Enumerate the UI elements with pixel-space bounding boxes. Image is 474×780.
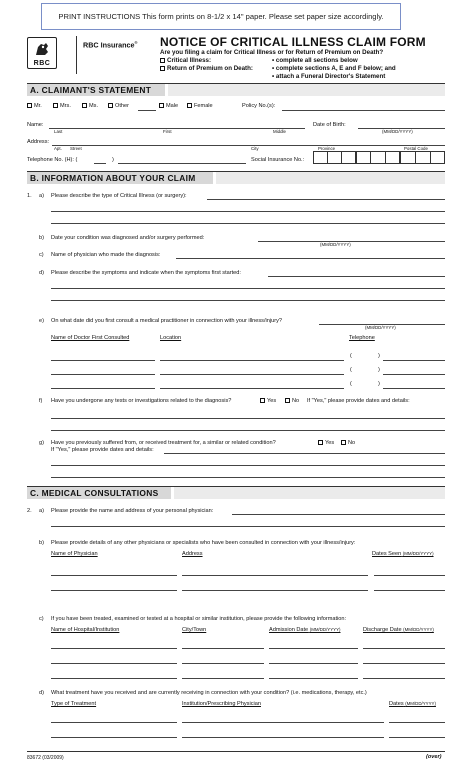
col-address: Address (182, 551, 203, 557)
middle-label: Middle (273, 129, 286, 134)
sin-divider (370, 151, 371, 164)
gender-male[interactable]: Male (159, 103, 178, 109)
checkbox-icon[interactable] (82, 103, 87, 108)
yes-option[interactable]: Yes (318, 440, 334, 446)
if-yes-text: If "Yes," please provide dates and details: (51, 447, 154, 453)
col-treatment: Type of Treatment (51, 701, 97, 707)
question-2-number: 2. (27, 508, 32, 514)
dates-input[interactable] (374, 590, 445, 591)
checkbox-icon[interactable] (160, 66, 165, 71)
question-2b: Please provide details of any other physicians or specialists who have been consulted in connection with your illness/injury: (51, 540, 356, 546)
hospital-input[interactable] (51, 663, 177, 664)
form-code: 83672 (03/2009) (27, 755, 64, 761)
checkbox-icon[interactable] (108, 103, 113, 108)
answer-1a-line[interactable] (207, 199, 445, 200)
doctor-input[interactable] (51, 374, 155, 375)
critical-illness-option[interactable]: Critical Illness: (160, 57, 211, 64)
answer-1d-line[interactable] (268, 276, 445, 277)
section-a-band (168, 84, 445, 96)
paren: ) (378, 381, 380, 387)
treatment-input[interactable] (51, 722, 177, 723)
section-c-header: C. MEDICAL CONSULTATIONS (27, 487, 171, 499)
paren: ( (350, 367, 352, 373)
checkbox-icon[interactable] (260, 398, 265, 403)
col-doctor: Name of Doctor First Consulted (51, 335, 130, 341)
question-1c-letter: c) (39, 252, 44, 258)
col-discharge-date: Discharge Date (MM/DD/YYYY) (363, 627, 434, 633)
question-2b-letter: b) (39, 540, 44, 546)
name-input[interactable] (49, 128, 305, 129)
hospital-input[interactable] (51, 648, 177, 649)
location-input[interactable] (160, 360, 344, 361)
answer-1b-line[interactable] (258, 241, 445, 242)
apt-label: Apt. (54, 146, 62, 151)
question-2d: What treatment have you received and are currently receiving in connection with your condition? (i.e. medications, therapy, etc.) (51, 690, 367, 696)
if-yes-text: If "Yes," please provide dates and details: (307, 398, 410, 404)
institution-input[interactable] (182, 722, 384, 723)
discharge-input[interactable] (363, 648, 445, 649)
question-1a: Please describe the type of Critical Illness (or surgery): (51, 193, 187, 199)
question-1b: Date your condition was diagnosed and/or surgery performed: (51, 235, 205, 241)
dob-format: (MM/DD/YYYY) (382, 129, 413, 134)
paren: ) (378, 367, 380, 373)
question-1d-letter: d) (39, 270, 44, 276)
question-1g-letter: g) (39, 440, 44, 446)
question-2a-letter: a) (39, 508, 44, 514)
answer-1f-line[interactable] (51, 430, 445, 431)
address-input[interactable] (182, 575, 368, 576)
checkbox-icon[interactable] (160, 58, 165, 63)
over-text: (over) (426, 754, 442, 760)
question-1a-letter: a) (39, 193, 44, 199)
dates-input[interactable] (389, 737, 445, 738)
answer-2a-line[interactable] (232, 514, 445, 515)
claim-type-question: Are you filing a claim for Critical Illness or for Return of Premium on Death? (160, 49, 384, 56)
policy-input[interactable] (282, 110, 445, 111)
sin-divider (430, 151, 431, 164)
admission-input[interactable] (269, 678, 358, 679)
telephone-input[interactable] (383, 360, 445, 361)
question-1g: Have you previously suffered from, or received treatment for, a similar or related condition? (51, 440, 276, 446)
treatment-input[interactable] (51, 737, 177, 738)
checkbox-icon[interactable] (27, 103, 32, 108)
return-premium-instruction-2: • attach a Funeral Director's Statement (272, 73, 386, 80)
title-mr[interactable]: Mr. (27, 103, 42, 109)
institution-input[interactable] (182, 737, 384, 738)
question-2c: If you have been treated, examined or tested at a hospital or similar institution, please provide the following information: (51, 616, 347, 622)
header-divider (76, 36, 77, 74)
hospital-input[interactable] (51, 678, 177, 679)
admission-input[interactable] (269, 663, 358, 664)
answer-1c-line[interactable] (176, 258, 445, 259)
checkbox-icon[interactable] (341, 440, 346, 445)
col-dates: Dates (MM/DD/YYYY) (389, 701, 436, 707)
location-input[interactable] (160, 374, 344, 375)
section-a-header: A. CLAIMANT'S STATEMENT (27, 84, 165, 96)
postal-label: Postal Code (404, 146, 428, 151)
address-input[interactable] (52, 145, 445, 146)
telephone-label: Telephone No. (H): ( (27, 157, 78, 163)
address-input[interactable] (182, 590, 368, 591)
title-other[interactable]: Other (108, 103, 129, 109)
section-b-header: B. INFORMATION ABOUT YOUR CLAIM (27, 172, 213, 184)
sin-divider (385, 151, 386, 164)
checkbox-icon[interactable] (187, 103, 192, 108)
paren: ( (350, 381, 352, 387)
col-dates-seen: Dates Seen (MM/DD/YYYY) (372, 551, 434, 557)
col-city-town: City/Town (182, 627, 207, 633)
checkbox-icon[interactable] (159, 103, 164, 108)
print-instructions-notice: PRINT INSTRUCTIONS This form prints on 8-1/2 x 14" paper. Please set paper size accordingly. (41, 3, 401, 30)
rbc-logo (27, 37, 57, 69)
paren: ( (350, 353, 352, 359)
dates-input[interactable] (374, 575, 445, 576)
paren: ) (378, 353, 380, 359)
brand-name: RBC Insurance® (83, 40, 138, 50)
return-premium-instruction-1: • complete sections A, E and F below; and (272, 65, 396, 72)
checkbox-icon[interactable] (53, 103, 58, 108)
checkbox-icon[interactable] (285, 398, 290, 403)
col-institution-physician: Institution/Prescribing Physician (182, 701, 261, 707)
answer-1a-line[interactable] (51, 211, 445, 212)
answer-1g-line[interactable] (51, 477, 445, 478)
question-1f: Have you undergone any tests or investigations related to the diagnosis? (51, 398, 232, 404)
question-1-number: 1. (27, 193, 32, 199)
date-format: (MM/DD/YYYY) (320, 242, 351, 247)
question-1b-letter: b) (39, 235, 44, 241)
question-2d-letter: d) (39, 690, 44, 696)
dates-input[interactable] (389, 722, 445, 723)
sin-divider (341, 151, 342, 164)
question-1c: Name of physician who made the diagnosis: (51, 252, 161, 258)
other-line (138, 110, 156, 111)
question-2c-letter: c) (39, 616, 44, 622)
gender-female[interactable]: Female (187, 103, 213, 109)
no-option[interactable]: No (341, 440, 355, 446)
checkbox-icon[interactable] (318, 440, 323, 445)
sin-divider (355, 151, 357, 164)
answer-1d-line[interactable] (51, 300, 445, 301)
last-label: Last (54, 129, 63, 134)
sin-divider (327, 151, 328, 164)
telephone-input[interactable] (118, 163, 246, 164)
telephone-paren: ) (112, 157, 114, 163)
col-hospital: Name of Hospital/Institution (51, 627, 120, 633)
policy-label: Policy No.(s): (242, 103, 276, 109)
question-1f-letter: f) (39, 398, 43, 404)
telephone-input[interactable] (383, 374, 445, 375)
province-label: Province (318, 146, 336, 151)
title-ms[interactable]: Ms. (82, 103, 98, 109)
city-input[interactable] (182, 678, 264, 679)
city-label: City (251, 146, 259, 151)
sin-input[interactable] (313, 151, 445, 164)
physician-input[interactable] (51, 590, 177, 591)
sin-label: Social Insurance No.: (251, 157, 305, 163)
question-1e: On what date did you first consult a medical practitioner in connection with your illness/injury? (51, 318, 283, 324)
date-format: (MM/DD/YYYY) (365, 325, 396, 330)
section-b-band (216, 172, 445, 184)
col-telephone: Telephone (349, 335, 375, 341)
title-mrs[interactable]: Mrs. (53, 103, 71, 109)
col-admission-date: Admission Date (MM/DD/YYYY) (269, 627, 341, 633)
footer-rule (27, 751, 445, 752)
location-input[interactable] (160, 388, 344, 389)
city-input[interactable] (182, 663, 264, 664)
address-label: Address: (27, 139, 50, 145)
question-1e-letter: e) (39, 318, 44, 324)
form-title: NOTICE OF CRITICAL ILLNESS CLAIM FORM (160, 35, 426, 49)
answer-1g-line[interactable] (51, 465, 445, 466)
critical-illness-instruction: • complete all sections below (272, 57, 358, 64)
discharge-input[interactable] (363, 678, 445, 679)
sin-divider (399, 151, 401, 164)
first-label: First (163, 129, 172, 134)
return-premium-option[interactable]: Return of Premium on Death: (160, 65, 253, 72)
section-c-band (174, 487, 445, 499)
sin-divider (415, 151, 416, 164)
answer-2a-line[interactable] (51, 526, 445, 527)
question-2a: Please provide the name and address of your personal physician: (51, 508, 214, 514)
street-label: Street (70, 146, 82, 151)
doctor-input[interactable] (51, 388, 155, 389)
discharge-input[interactable] (363, 663, 445, 664)
logo-text: RBC (33, 60, 51, 67)
doctor-input[interactable] (51, 360, 155, 361)
telephone-input[interactable] (383, 388, 445, 389)
lion-crest-icon (33, 41, 51, 59)
question-1d: Please describe the symptoms and indicate when the symptoms first started: (51, 270, 241, 276)
dob-label: Date of Birth: (313, 122, 346, 128)
physician-input[interactable] (51, 575, 177, 576)
col-physician: Name of Physician (51, 551, 98, 557)
area-code-input[interactable] (94, 163, 106, 164)
answer-1a-line[interactable] (51, 223, 445, 224)
yes-option[interactable]: Yes (260, 398, 276, 404)
name-label: Name: (27, 122, 44, 128)
city-input[interactable] (182, 648, 264, 649)
no-option[interactable]: No (285, 398, 299, 404)
answer-1g-line[interactable] (164, 453, 445, 454)
admission-input[interactable] (269, 648, 358, 649)
answer-1f-line[interactable] (51, 418, 445, 419)
col-location: Location (160, 335, 182, 341)
answer-1d-line[interactable] (51, 288, 445, 289)
